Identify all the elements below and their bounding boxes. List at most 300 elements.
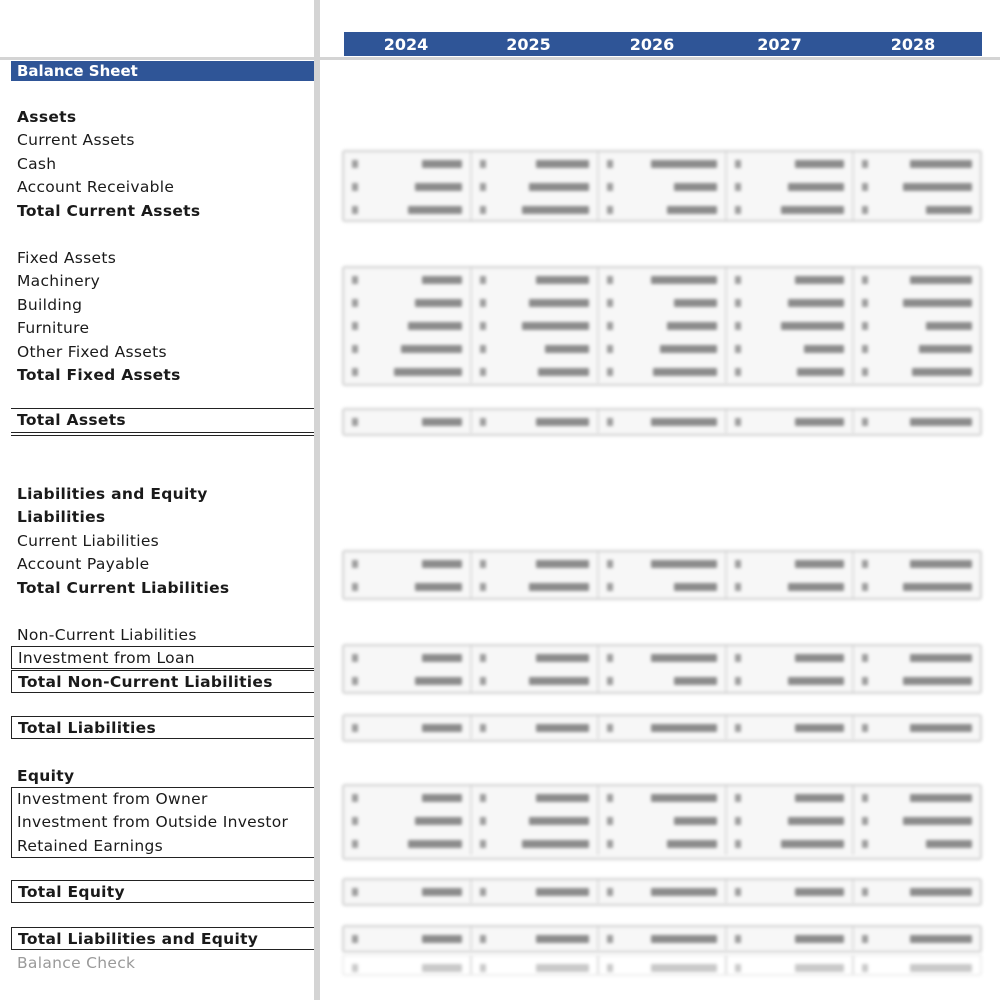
blurred-currency-symbol (862, 345, 868, 353)
blurred-value-cell[interactable] (727, 314, 855, 337)
blurred-currency-symbol (352, 794, 358, 802)
blurred-currency-symbol (735, 160, 741, 168)
blurred-value-cell[interactable] (727, 410, 855, 433)
row-investment-from-owner[interactable]: Investment from Owner (17, 790, 208, 808)
blurred-value-cell[interactable] (599, 152, 727, 175)
blurred-currency-symbol (862, 418, 868, 426)
blurred-value-cell[interactable] (472, 175, 600, 198)
blurred-currency-symbol (735, 276, 741, 284)
frozen-pane-horizontal-divider-right[interactable] (320, 57, 1000, 60)
blurred-currency-symbol (607, 888, 613, 896)
blurred-currency-symbol (607, 583, 613, 591)
blurred-value-row (344, 337, 980, 360)
blurred-currency-symbol (352, 368, 358, 376)
row-total-liabilities-and-equity[interactable]: Total Liabilities and Equity (11, 927, 314, 950)
blurred-currency-symbol (480, 583, 486, 591)
blurred-currency-symbol (607, 322, 613, 330)
row-equity[interactable]: Equity (17, 767, 75, 785)
blurred-number (910, 276, 972, 284)
blurred-value-cell[interactable] (599, 410, 727, 433)
blurred-currency-symbol (862, 560, 868, 568)
blurred-currency-symbol (352, 206, 358, 214)
blurred-value-cell[interactable] (472, 360, 600, 383)
blurred-currency-symbol (607, 418, 613, 426)
blurred-value-cell[interactable] (854, 314, 980, 337)
row-other-fixed-assets[interactable]: Other Fixed Assets (17, 343, 167, 361)
row-total-equity[interactable]: Total Equity (11, 880, 314, 903)
row-current-liabilities[interactable]: Current Liabilities (17, 532, 160, 550)
blurred-value-cell[interactable] (727, 175, 855, 198)
blurred-number (536, 888, 589, 896)
blurred-value-cell[interactable] (727, 809, 855, 832)
blurred-number (415, 677, 462, 685)
row-liabilities[interactable]: Liabilities (17, 508, 106, 526)
blurred-number (910, 935, 972, 943)
blurred-number (536, 964, 589, 972)
blurred-value-cell[interactable] (727, 552, 855, 575)
blurred-value-cell[interactable] (727, 291, 855, 314)
blurred-currency-symbol (862, 888, 868, 896)
row-retained-earnings[interactable]: Retained Earnings (17, 837, 163, 855)
blurred-value-cell[interactable] (344, 646, 472, 669)
blurred-value-cell[interactable] (472, 809, 600, 832)
blurred-number (795, 160, 844, 168)
blurred-currency-symbol (607, 368, 613, 376)
blurred-currency-symbol (352, 322, 358, 330)
blurred-currency-symbol (735, 418, 741, 426)
blurred-currency-symbol (735, 964, 741, 972)
blurred-value-cell[interactable] (472, 291, 600, 314)
blurred-number (536, 935, 589, 943)
blurred-number (422, 794, 462, 802)
blurred-currency-symbol (862, 583, 868, 591)
blurred-value-cell[interactable] (727, 152, 855, 175)
blurred-value-row (344, 268, 980, 291)
blurred-currency-symbol (735, 322, 741, 330)
blurred-currency-symbol (735, 345, 741, 353)
blurred-number (651, 160, 717, 168)
blurred-value-cell[interactable] (344, 956, 472, 976)
blurred-currency-symbol (735, 677, 741, 685)
year-header-2028[interactable]: 2028 (890, 35, 936, 54)
blurred-number (422, 724, 462, 732)
blurred-value-row (344, 716, 980, 739)
blurred-value-cell[interactable] (472, 552, 600, 575)
blurred-value-cell[interactable] (599, 646, 727, 669)
blurred-value-cell[interactable] (854, 175, 980, 198)
blurred-currency-symbol (735, 794, 741, 802)
blurred-currency-symbol (607, 276, 613, 284)
year-header-2024[interactable]: 2024 (383, 35, 429, 54)
blurred-currency-symbol (607, 964, 613, 972)
sheet-title[interactable]: Balance Sheet (11, 61, 314, 81)
blurred-number (667, 206, 717, 214)
blurred-value-cell[interactable] (472, 927, 600, 950)
blurred-number (522, 840, 589, 848)
blurred-value-row (344, 956, 980, 976)
blurred-currency-symbol (480, 368, 486, 376)
blurred-currency-symbol (480, 418, 486, 426)
blurred-currency-symbol (735, 840, 741, 848)
blurred-value-cell[interactable] (472, 314, 600, 337)
blurred-currency-symbol (352, 299, 358, 307)
blurred-number (651, 935, 717, 943)
row-building[interactable]: Building (17, 296, 83, 314)
blurred-number (536, 276, 589, 284)
blurred-value-cell[interactable] (344, 786, 472, 809)
blurred-number (536, 724, 589, 732)
blurred-number (804, 345, 844, 353)
blurred-number (667, 322, 717, 330)
blurred-value-cell[interactable] (344, 669, 472, 692)
blurred-value-cell[interactable] (727, 198, 855, 221)
blurred-value-cell[interactable] (472, 152, 600, 175)
blurred-number (910, 964, 972, 972)
blurred-value-cell[interactable] (599, 175, 727, 198)
blurred-number (536, 654, 589, 662)
blurred-value-row (344, 175, 980, 198)
row-total-liabilities[interactable]: Total Liabilities (11, 716, 314, 739)
blurred-currency-symbol (480, 322, 486, 330)
blurred-number (408, 322, 462, 330)
blurred-number (529, 817, 589, 825)
blurred-number (910, 794, 972, 802)
blurred-value-cell[interactable] (854, 410, 980, 433)
blurred-currency-symbol (607, 206, 613, 214)
blurred-number (788, 183, 844, 191)
blurred-value-row (344, 809, 980, 832)
blurred-value-row (344, 786, 980, 809)
blurred-number (903, 677, 972, 685)
blurred-currency-symbol (352, 817, 358, 825)
blurred-number (795, 964, 844, 972)
blurred-value-cell[interactable] (599, 291, 727, 314)
blurred-value-cell[interactable] (472, 575, 600, 598)
blurred-currency-symbol (862, 817, 868, 825)
blurred-value-cell[interactable] (344, 410, 472, 433)
blurred-value-cell[interactable] (854, 268, 980, 291)
row-liabilities-and-equity[interactable]: Liabilities and Equity (17, 485, 208, 503)
blurred-value-cell[interactable] (854, 927, 980, 950)
blurred-number (522, 322, 589, 330)
blurred-value-cell[interactable] (344, 927, 472, 950)
blurred-value-cell[interactable] (727, 786, 855, 809)
blurred-number (795, 654, 844, 662)
blurred-value-cell[interactable] (727, 337, 855, 360)
blurred-value-cell[interactable] (854, 552, 980, 575)
blurred-value-cell[interactable] (344, 198, 472, 221)
blurred-number (415, 817, 462, 825)
blurred-value-cell[interactable] (599, 956, 727, 976)
blurred-number (788, 299, 844, 307)
blurred-currency-symbol (480, 654, 486, 662)
blurred-number (538, 368, 589, 376)
blurred-value-cell[interactable] (344, 152, 472, 175)
blurred-value-cell[interactable] (472, 786, 600, 809)
blurred-number (795, 888, 844, 896)
blurred-number (651, 794, 717, 802)
blurred-value-cell[interactable] (854, 152, 980, 175)
blurred-currency-symbol (352, 560, 358, 568)
total-assets-double-border-1 (11, 432, 314, 433)
blurred-value-cell[interactable] (599, 786, 727, 809)
blurred-value-cell[interactable] (599, 832, 727, 855)
blurred-number (422, 418, 462, 426)
blurred-value-cell[interactable] (727, 669, 855, 692)
blurred-currency-symbol (862, 794, 868, 802)
blurred-value-cell[interactable] (599, 927, 727, 950)
blurred-currency-symbol (862, 935, 868, 943)
year-header-2026[interactable]: 2026 (629, 35, 675, 54)
blurred-currency-symbol (480, 560, 486, 568)
blurred-number (674, 299, 717, 307)
blurred-number (667, 840, 717, 848)
blurred-number (394, 368, 462, 376)
blurred-value-row (344, 360, 980, 383)
blurred-value-cell[interactable] (599, 575, 727, 598)
blurred-values-balance-check (342, 954, 982, 976)
blurred-number (536, 794, 589, 802)
blurred-currency-symbol (862, 724, 868, 732)
blurred-value-row (344, 410, 980, 433)
blurred-number (522, 206, 589, 214)
blurred-value-cell[interactable] (727, 268, 855, 291)
blurred-number (651, 888, 717, 896)
blurred-value-row (344, 575, 980, 598)
blurred-value-cell[interactable] (344, 268, 472, 291)
blurred-value-cell[interactable] (854, 646, 980, 669)
row-investment-from-loan[interactable]: Investment from Loan (11, 646, 314, 669)
blurred-value-cell[interactable] (854, 669, 980, 692)
row-furniture[interactable]: Furniture (17, 319, 90, 337)
blurred-value-cell[interactable] (344, 716, 472, 739)
blurred-value-cell[interactable] (344, 360, 472, 383)
blurred-currency-symbol (735, 654, 741, 662)
blurred-currency-symbol (480, 817, 486, 825)
row-total-assets[interactable]: Total Assets (17, 411, 126, 429)
blurred-value-row (344, 880, 980, 903)
blurred-number (910, 724, 972, 732)
blurred-value-cell[interactable] (854, 832, 980, 855)
blurred-number (910, 560, 972, 568)
blurred-number (903, 583, 972, 591)
blurred-value-cell[interactable] (854, 198, 980, 221)
blurred-value-cell[interactable] (599, 716, 727, 739)
blurred-value-cell[interactable] (472, 832, 600, 855)
blurred-number (788, 817, 844, 825)
row-assets[interactable]: Assets (17, 108, 77, 126)
blurred-value-cell[interactable] (472, 669, 600, 692)
blurred-number (651, 418, 717, 426)
blurred-value-row (344, 291, 980, 314)
blurred-number (536, 160, 589, 168)
year-header-2027[interactable]: 2027 (757, 35, 802, 54)
blurred-currency-symbol (352, 160, 358, 168)
year-header-2025[interactable]: 2025 (506, 35, 551, 54)
blurred-value-cell[interactable] (344, 337, 472, 360)
blurred-value-cell[interactable] (344, 880, 472, 903)
blurred-number (674, 183, 717, 191)
blurred-currency-symbol (862, 654, 868, 662)
blurred-number (795, 276, 844, 284)
blurred-value-cell[interactable] (854, 716, 980, 739)
blurred-number (422, 276, 462, 284)
blurred-currency-symbol (352, 345, 358, 353)
blurred-value-cell[interactable] (727, 880, 855, 903)
blurred-value-cell[interactable] (344, 552, 472, 575)
blurred-values-current-assets (342, 150, 982, 222)
blurred-number (903, 817, 972, 825)
row-fixed-assets[interactable]: Fixed Assets (17, 249, 117, 267)
blurred-value-cell[interactable] (344, 314, 472, 337)
row-current-assets[interactable]: Current Assets (17, 131, 135, 149)
blurred-value-cell[interactable] (599, 809, 727, 832)
blurred-currency-symbol (735, 583, 741, 591)
blurred-currency-symbol (480, 276, 486, 284)
blurred-value-cell[interactable] (344, 291, 472, 314)
total-assets-double-border-2 (11, 435, 314, 436)
blurred-value-row (344, 646, 980, 669)
blurred-number (529, 583, 589, 591)
blurred-number (910, 654, 972, 662)
blurred-value-cell[interactable] (854, 956, 980, 976)
blurred-number (926, 206, 972, 214)
row-machinery[interactable]: Machinery (17, 272, 101, 290)
blurred-number (903, 183, 972, 191)
blurred-value-cell[interactable] (727, 927, 855, 950)
blurred-currency-symbol (480, 840, 486, 848)
blurred-value-cell[interactable] (599, 669, 727, 692)
blurred-values-total-liabilities-and-equity (342, 925, 982, 953)
blurred-value-row (344, 832, 980, 855)
blurred-currency-symbol (607, 654, 613, 662)
blurred-value-cell[interactable] (599, 314, 727, 337)
blurred-number (674, 817, 717, 825)
blurred-value-cell[interactable] (727, 716, 855, 739)
blurred-currency-symbol (352, 840, 358, 848)
blurred-value-cell[interactable] (344, 575, 472, 598)
blurred-values-fixed-assets (342, 266, 982, 386)
blurred-value-row (344, 152, 980, 175)
blurred-value-cell[interactable] (727, 832, 855, 855)
blurred-number (781, 206, 844, 214)
row-total-current-assets[interactable]: Total Current Assets (17, 202, 201, 220)
blurred-value-cell[interactable] (472, 880, 600, 903)
blurred-number (653, 368, 717, 376)
row-total-non-current-liabilities[interactable]: Total Non-Current Liabilities (11, 670, 314, 693)
blurred-currency-symbol (480, 677, 486, 685)
blurred-currency-symbol (607, 935, 613, 943)
blurred-value-cell[interactable] (854, 360, 980, 383)
blurred-value-cell[interactable] (344, 832, 472, 855)
frozen-pane-horizontal-divider-left[interactable] (0, 57, 314, 60)
blurred-currency-symbol (352, 654, 358, 662)
blurred-value-cell[interactable] (472, 410, 600, 433)
blurred-value-cell[interactable] (472, 716, 600, 739)
row-account-receivable[interactable]: Account Receivable (17, 178, 175, 196)
blurred-value-cell[interactable] (854, 786, 980, 809)
blurred-currency-symbol (352, 276, 358, 284)
blurred-value-cell[interactable] (472, 956, 600, 976)
blurred-currency-symbol (352, 888, 358, 896)
blurred-number (415, 183, 462, 191)
blurred-currency-symbol (352, 583, 358, 591)
blurred-number (926, 840, 972, 848)
blurred-currency-symbol (352, 418, 358, 426)
blurred-value-cell[interactable] (472, 646, 600, 669)
blurred-value-cell[interactable] (854, 291, 980, 314)
blurred-currency-symbol (480, 964, 486, 972)
blurred-currency-symbol (735, 368, 741, 376)
blurred-number (910, 888, 972, 896)
blurred-value-cell[interactable] (854, 575, 980, 598)
blurred-value-cell[interactable] (599, 880, 727, 903)
blurred-number (545, 345, 589, 353)
blurred-value-cell[interactable] (727, 956, 855, 976)
blurred-currency-symbol (735, 935, 741, 943)
row-total-fixed-assets[interactable]: Total Fixed Assets (17, 366, 181, 384)
blurred-currency-symbol (480, 299, 486, 307)
blurred-number (795, 560, 844, 568)
blurred-number (408, 206, 462, 214)
blurred-number (408, 840, 462, 848)
blurred-number (919, 345, 972, 353)
blurred-value-cell[interactable] (727, 646, 855, 669)
blurred-value-cell[interactable] (472, 337, 600, 360)
blurred-value-cell[interactable] (599, 360, 727, 383)
blurred-currency-symbol (607, 160, 613, 168)
blurred-currency-symbol (480, 935, 486, 943)
blurred-currency-symbol (735, 817, 741, 825)
blurred-value-cell[interactable] (472, 268, 600, 291)
blurred-value-cell[interactable] (854, 337, 980, 360)
blurred-value-cell[interactable] (344, 175, 472, 198)
blurred-values-total-assets (342, 408, 982, 436)
blurred-currency-symbol (480, 183, 486, 191)
blurred-values-equity (342, 784, 982, 860)
blurred-value-cell[interactable] (727, 575, 855, 598)
row-balance-check[interactable]: Balance Check (17, 954, 136, 972)
row-non-current-liabilities[interactable]: Non-Current Liabilities (17, 626, 197, 644)
blurred-value-cell[interactable] (344, 809, 472, 832)
blurred-currency-symbol (735, 560, 741, 568)
blurred-number (651, 276, 717, 284)
row-account-payable[interactable]: Account Payable (17, 555, 150, 573)
blurred-value-cell[interactable] (854, 880, 980, 903)
blurred-value-cell[interactable] (472, 198, 600, 221)
blurred-value-cell[interactable] (599, 268, 727, 291)
blurred-value-cell[interactable] (599, 198, 727, 221)
blurred-value-cell[interactable] (854, 809, 980, 832)
blurred-values-non-current-liabilities (342, 644, 982, 694)
blurred-currency-symbol (607, 183, 613, 191)
blurred-currency-symbol (607, 794, 613, 802)
blurred-currency-symbol (735, 724, 741, 732)
blurred-value-cell[interactable] (599, 337, 727, 360)
row-total-current-liabilities[interactable]: Total Current Liabilities (17, 579, 230, 597)
blurred-currency-symbol (862, 276, 868, 284)
blurred-number (788, 583, 844, 591)
blurred-currency-symbol (862, 964, 868, 972)
blurred-value-cell[interactable] (727, 360, 855, 383)
blurred-currency-symbol (352, 677, 358, 685)
row-cash[interactable]: Cash (17, 155, 57, 173)
row-investment-from-outside-investor[interactable]: Investment from Outside Investor (17, 813, 289, 831)
blurred-currency-symbol (862, 183, 868, 191)
blurred-value-cell[interactable] (599, 552, 727, 575)
frozen-pane-vertical-divider[interactable] (314, 0, 320, 1000)
blurred-value-row (344, 198, 980, 221)
